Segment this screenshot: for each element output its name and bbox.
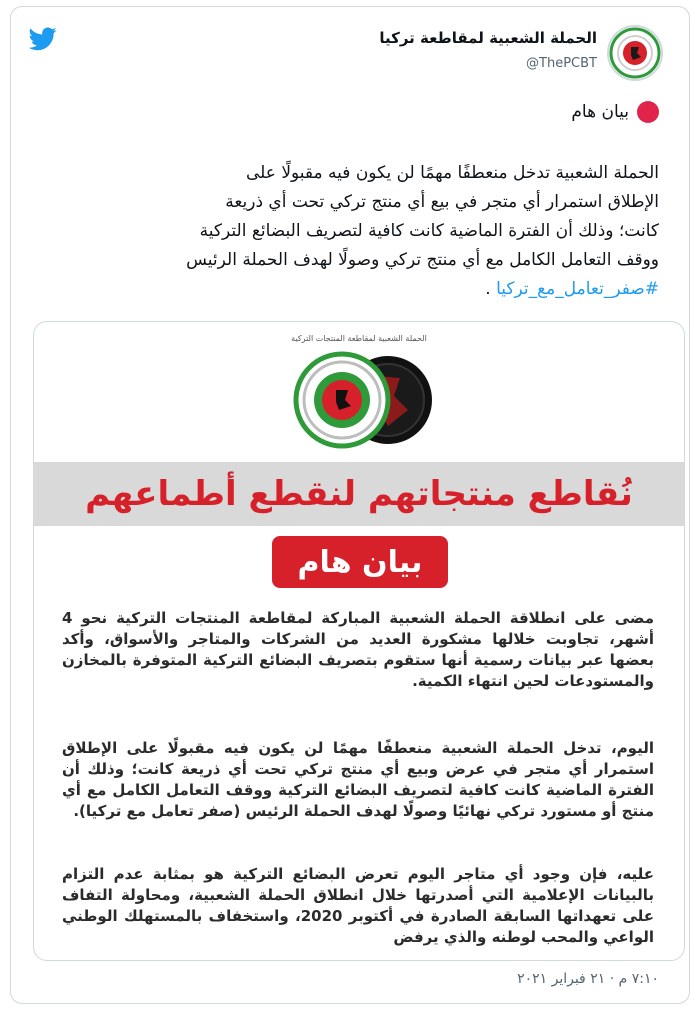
statement-paragraph-2: اليوم، تدخل الحملة الشعبية منعطفًا مهمًا لن يكون فيه مقبولًا على الإطلاق استمرار أي متجر في عرض وبيع أي منتج تركي تحت أي ذريعة كانت؛ وذلك أن الفترة الماضية كانت كافية لتصريف البضائع التركية ووقف التعامل الكامل مع أي منتج أو مستورد تركي نهائيًا وصولًا لهدف الحملة الرئيس (صفر تعامل مع تركيا). bbox=[62, 739, 654, 820]
red-circle-icon bbox=[637, 101, 659, 123]
tweet-line: ووقف التعامل الكامل مع أي منتج تركي وصولًا لهدف الحملة الرئيس bbox=[186, 250, 659, 270]
slogan-text: نُقاطع منتجاتهم لنقطع أطماعهم bbox=[85, 474, 633, 514]
campaign-logo-icon bbox=[609, 27, 661, 79]
statement-pill-text: بيان هام bbox=[297, 544, 423, 580]
twitter-bird-icon[interactable] bbox=[29, 27, 57, 51]
tweet-subject bbox=[571, 101, 659, 123]
account-handle[interactable]: @ThePCBT bbox=[526, 56, 597, 71]
tweet-line: الحملة الشعبية تدخل منعطفًا مهمًا لن يكون فيه مقبولًا على bbox=[245, 163, 659, 183]
hashtag-suffix: . bbox=[485, 279, 497, 299]
campaign-emblem-icon bbox=[284, 348, 444, 452]
tweet-header bbox=[11, 7, 689, 87]
tweet-line: الإطلاق استمرار أي متجر في بيع أي منتج تركي تحت أي ذريعة bbox=[225, 192, 659, 212]
tweet-timestamp[interactable]: ٧:١٠ م · ٢١ فبراير ٢٠٢١ bbox=[517, 971, 659, 987]
tweet-media-image[interactable] bbox=[33, 321, 685, 961]
statement-paragraph-3: عليه، فإن وجود أي متاجر اليوم تعرض البضائع التركية هو بمثابة عدم التزام بالبيانات الإعلامية التي أصدرتها خلال انطلاق الحملة الشعبية، ومحاولة التفاف على تعهداتها السابقة الصادرة في أكتوبر 2020، واستخفاف بالمستهلك الوطني الواعي والمحب لوطنه والذي يرفض bbox=[62, 865, 654, 946]
tweet-text bbox=[29, 159, 659, 304]
logo-caption: الحملة الشعبية لمقاطعة المنتجات التركية bbox=[291, 334, 427, 343]
account-avatar[interactable] bbox=[607, 25, 663, 81]
statement-pill bbox=[272, 536, 448, 588]
tweet-line bbox=[29, 275, 659, 304]
tweet-card bbox=[10, 6, 690, 1004]
hashtag-link[interactable]: #صفر_تعامل_مع_تركيا bbox=[496, 279, 659, 299]
account-name[interactable]: الحملة الشعبية لمقاطعة تركيا bbox=[379, 29, 597, 47]
tweet-line: كانت؛ وذلك أن الفترة الماضية كانت كافية لتصريف البضائع التركية bbox=[199, 221, 659, 241]
tweet-subject-text: بيان هام bbox=[571, 102, 629, 122]
slogan-banner bbox=[34, 462, 684, 526]
statement-paragraph-1: مضى على انطلاقة الحملة الشعبية المباركة لمقاطعة المنتجات التركية نحو 4 أشهر، تجاوبت خلالها مشكورة العديد من الشركات والمتاجر والأسواق، وأكد بعضها عبر بيانات رسمية أنها ستقوم بتصريف البضائع التركية المتوفرة بالمخازن والمستودعات لحين انتهاء الكمية. bbox=[62, 609, 654, 690]
